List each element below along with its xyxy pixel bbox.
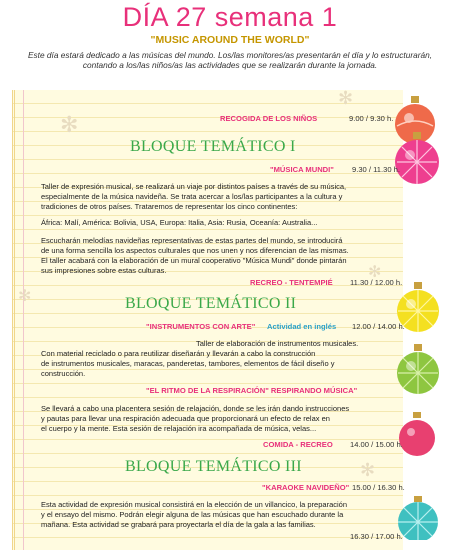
bloque-2-paragraph [41,404,401,434]
bloque-3-heading: BLOQUE TEMÁTICO III [125,458,302,475]
ornament-icon [397,412,437,458]
text-line: de instrumentos musicales, maracas, panderetas, tambores, elementos de fácil diseño y [41,358,335,368]
text-line: Con material reciclado o para reutilizar diseñarán y llevarán a cabo la construcción [41,348,316,358]
recogida-label: RECOGIDA DE LOS NIÑOS [220,114,318,123]
text-line: Esta actividad de expresión musical consistirá en la elección de un villancico, la preparación [41,500,347,509]
intro-line: Este día estará dedicado a las músicas del mundo. Los/las monitores/as presentarán el día y lo estructurarán, [28,50,432,60]
snowflake-icon: ✻ [338,88,354,108]
text-line: Escucharán melodías navideñas representativas de estas partes del mundo, se introducirá [41,236,343,245]
notebook-paper [12,90,403,550]
text-line: especialmente de la música navideña. Se trata acercar a los/las participantes a la cultura y [41,191,343,201]
text-line: tradiciones de otros países. Trataremos de representar los cinco continentes: [41,201,298,211]
page-title: DÍA 27 semana 1 [122,2,338,32]
text-line: sus impresiones sobre estas culturas. [41,265,167,275]
recogida-time: 9.00 / 9.30 h. [349,114,394,123]
snowflake-icon: ✻ [60,112,79,137]
text-line: mañana. Esta actividad se grabará para proyectarla el día de la gala a las familias. [41,519,316,529]
text-line: Taller de elaboración de instrumentos musicales. [196,339,359,348]
snowflake-icon: ✻ [368,264,382,281]
text-line: Taller de expresión musical, se realizará un viaje por distintos países a través de su música, [41,182,347,191]
bloque-3-paragraph [41,500,401,530]
comida-label: COMIDA - RECREO [263,440,333,449]
page-subtitle: "MUSIC AROUND THE WORLD" [150,34,310,46]
intro-text [20,50,440,71]
snowflake-icon: ✻ [360,460,376,480]
intro-line: contando a los/las niños/as las actividades que se realizarán durante la jornada. [82,60,378,71]
text-line: construcción. [41,368,86,378]
bloque-1-time: 9.30 / 11.30 h. [352,165,400,174]
continents-line: África: Malí, América: Bolivia, USA, Europa: Italia, Asia: Rusia, Oceanía: Australia... [41,218,318,227]
snowflake-icon: ✻ [18,288,32,305]
ornament-icon [393,132,441,186]
bloque-3-activity: "KARAOKE NAVIDEÑO" [262,483,350,492]
bloque-2-time: 12.00 / 14.00 h. [352,322,405,331]
bloque-1-activity: "MÚSICA MUNDI" [270,165,334,174]
text-line: y el ensayo del mismo. Podrán elegir alguna de las músicas que han escuchado durante la [41,509,344,519]
bloque-1-paragraph [41,236,401,276]
bloque-3-time: 15.00 / 16.30 h. [352,483,405,492]
bloque-2-paragraph [41,339,401,379]
bloque-1-paragraph [41,182,401,212]
text-line: y pautas para llevar una respiración adecuada que proporcionará un efecto de relax en [41,413,330,423]
recreo-time: 11.30 / 12.00 h. [350,278,403,287]
text-line: Se llevará a cabo una placentera sesión de relajación, donde se les irán dando instrucciones [41,404,350,413]
last-time: 16.30 / 17.00 h. [350,532,403,541]
bloque-1-heading: BLOQUE TEMÁTICO I [130,138,296,155]
ornament-icon [395,344,441,396]
text-line: El taller acabará con la elaboración de un mural cooperativo "Música Mundi" donde pintarán [41,255,347,265]
bloque-2-activity-1: "INSTRUMENTOS CON ARTE" [146,322,256,331]
bloque-2-activity-note: Actividad en inglés [267,322,337,331]
comida-time: 14.00 / 15.00 h. [350,440,403,449]
text-line: el cuerpo y la mente. Esta sesión de relajación ira acompañada de música, velas... [41,423,317,433]
bloque-2-heading: BLOQUE TEMÁTICO II [125,295,297,312]
recreo-label: RECREO - TENTEMPIÉ [250,278,333,287]
text-line: de una forma sencilla los aspectos culturales que nos unen y nos diferencian de las mismas. [41,245,349,255]
bloque-2-activity-2: "EL RITMO DE LA RESPIRACIÓN" RESPIRANDO MÚSICA" [146,386,358,395]
